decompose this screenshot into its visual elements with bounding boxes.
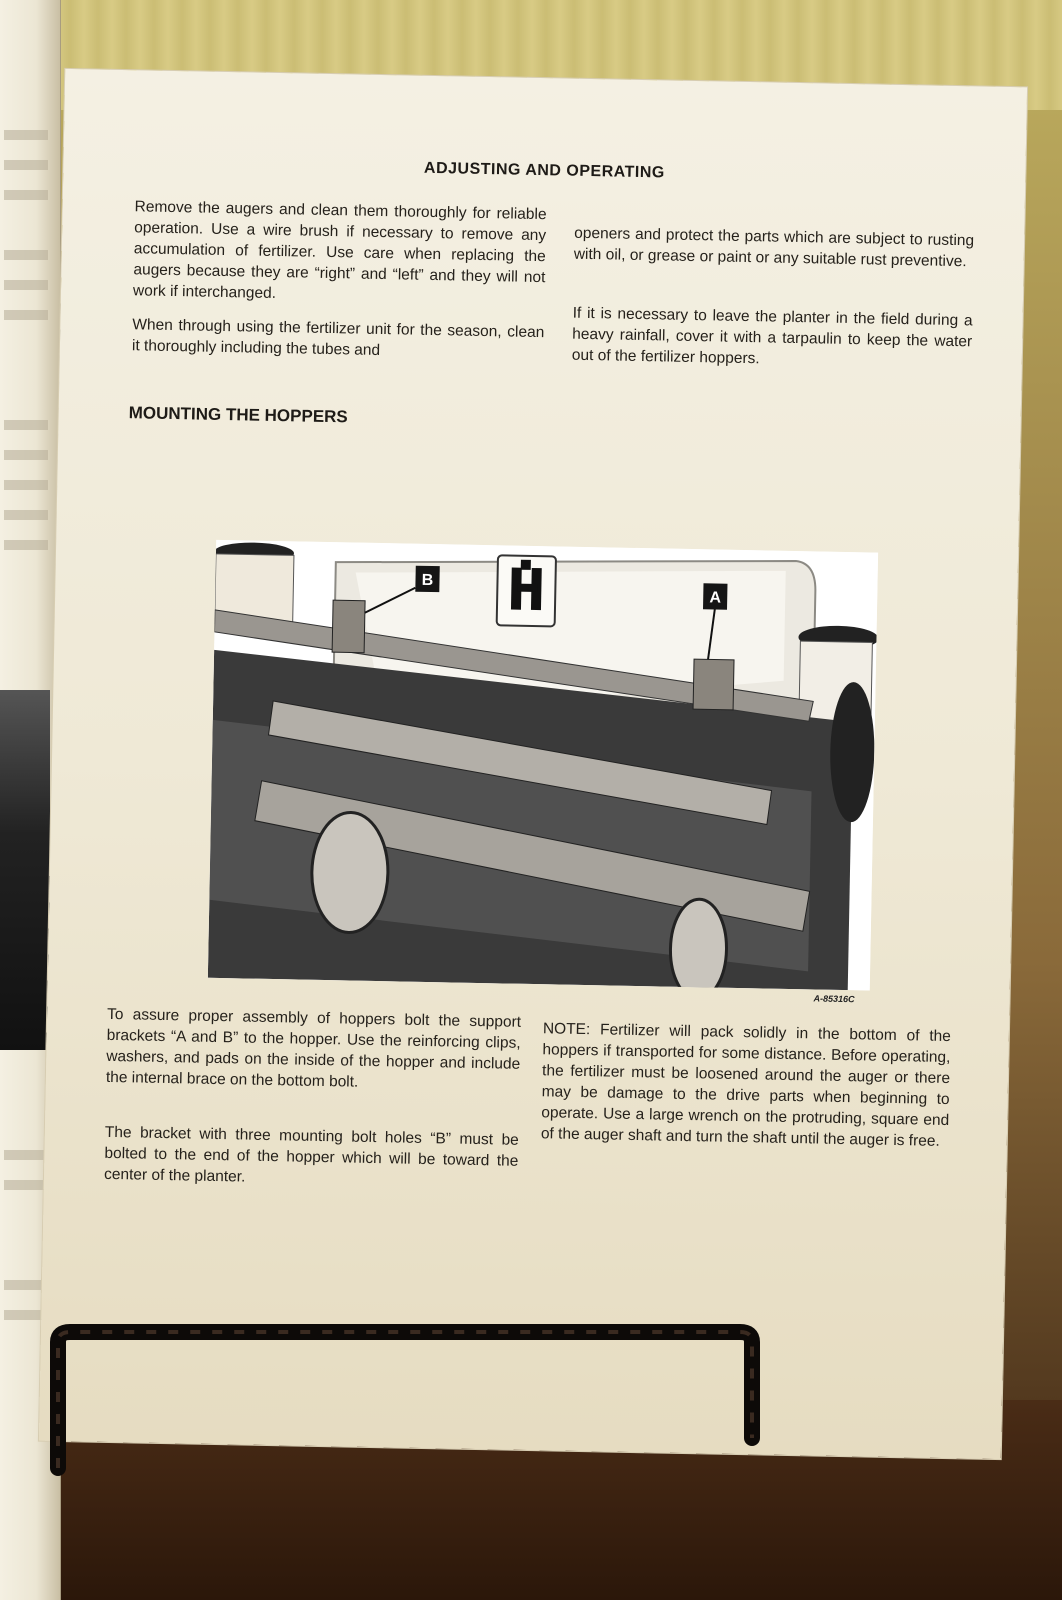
bracket-b bbox=[332, 600, 365, 653]
callout-a-label: A bbox=[709, 589, 722, 607]
left-page-photo bbox=[0, 690, 50, 1050]
intro-col2-paragraph-1: openers and protect the parts which are subject to rusting with oil, or grease or paint or any suitable rust preventive. bbox=[573, 224, 975, 271]
planter-photo bbox=[208, 540, 878, 991]
bracket-a bbox=[693, 659, 734, 710]
ih-logo bbox=[497, 555, 556, 626]
intro-col1-paragraph-1: Remove the augers and clean them thoroughly for reliable operation. Use a wire brush if necessary to remove any accumulation of fertilizer. Use care when replacing the augers because they are “right” and “left” and they will not work if interchanged. bbox=[132, 198, 547, 302]
body-col1-paragraph-1: To assure proper assembly of hoppers bolt the support brackets “A and B” to the hopper. Use the reinforcing clips, washers, and pads on the inside of the hopper and include the internal brace on the bottom bolt. bbox=[105, 1005, 522, 1091]
figure-caption: A-85316C bbox=[813, 993, 855, 1005]
page-title: ADJUSTING AND OPERATING bbox=[423, 159, 665, 182]
body-col2-paragraph-1: NOTE: Fertilizer will pack solidly in the bottom of the hoppers if transported for some distance. Before operating, the fertilizer must be loosened around the auger or there may be damage to the drive parts when beginning to operate. Use a large wrench on the protruding, square end of the auger shaft and turn the shaft until the auger is free. bbox=[540, 1020, 952, 1150]
opener-disc bbox=[311, 812, 389, 933]
intro-col1-paragraph-2: When through using the fertilizer unit for the season, clean it thoroughly including the tubes and bbox=[131, 316, 545, 359]
planter-illustration bbox=[208, 540, 878, 991]
manual-page bbox=[39, 69, 1027, 1459]
callout-b-label: B bbox=[421, 571, 434, 590]
book-stand bbox=[40, 1318, 800, 1478]
body-col1-paragraph-2: The bracket with three mounting bolt holes “B” must be bolted to the end of the hopper which will be toward the center of the planter. bbox=[103, 1123, 519, 1186]
intro-col2-paragraph-2: If it is necessary to leave the planter in the field during a heavy rainfall, cover it with a tarpaulin to keep the water out of the fertilizer hoppers. bbox=[571, 304, 973, 368]
section-heading: MOUNTING THE HOPPERS bbox=[128, 403, 348, 427]
